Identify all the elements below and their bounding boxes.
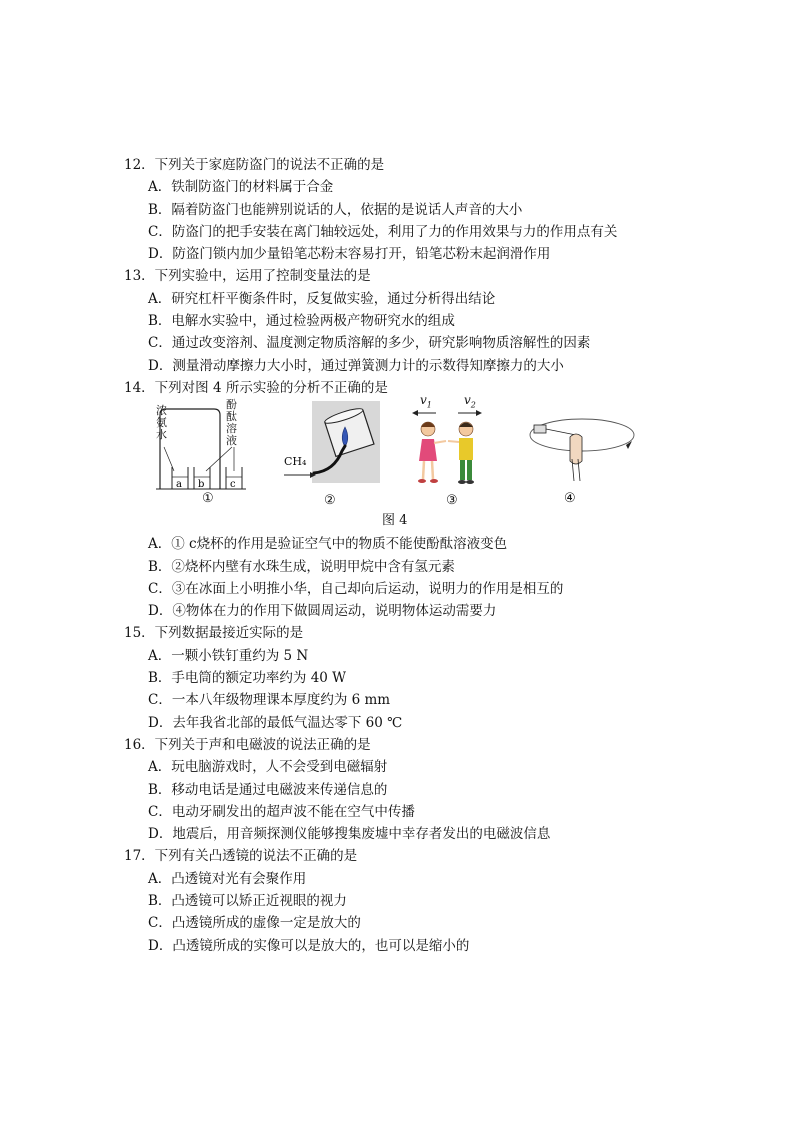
question-stem: 13．下列实验中，运用了控制变量法的是 bbox=[124, 268, 371, 285]
option-a: A．铁制防盗门的材料属于合金 bbox=[148, 179, 334, 196]
label-beaker-c: c bbox=[230, 479, 236, 491]
option-b: B．凸透镜可以矫正近视眼的视力 bbox=[148, 893, 347, 910]
label-v1: $v_1$ bbox=[420, 393, 432, 410]
label-methane: CH₄ bbox=[284, 455, 307, 469]
figure-4 bbox=[124, 393, 744, 533]
question-13 bbox=[124, 265, 744, 376]
option-c: C．③在冰面上小明推小华，自己却向后运动，说明力的作用是相互的 bbox=[148, 580, 564, 597]
option-b: B．电解水实验中，通过检验两极产物研究水的组成 bbox=[148, 313, 455, 330]
label-beaker-a: a bbox=[176, 479, 182, 491]
option-b: B．手电筒的额定功率约为 40 W bbox=[148, 670, 347, 687]
question-15 bbox=[124, 622, 744, 733]
question-16 bbox=[124, 734, 744, 845]
figure-panel-4-circular-motion bbox=[524, 411, 644, 485]
option-d: D．测量滑动摩擦力大小时，通过弹簧测力计的示数得知摩擦力的大小 bbox=[148, 357, 564, 374]
panel-number-2: ② bbox=[324, 493, 336, 509]
option-a: A．玩电脑游戏时，人不会受到电磁辐射 bbox=[148, 759, 388, 776]
question-list bbox=[124, 154, 744, 957]
option-c: C．防盗门的把手安装在离门轴较远处，利用了力的作用效果与力的作用点有关 bbox=[148, 223, 618, 240]
question-17 bbox=[124, 845, 744, 956]
figure-panel-3-children bbox=[406, 399, 496, 493]
option-b: B．②烧杯内壁有水珠生成，说明甲烷中含有氢元素 bbox=[148, 558, 455, 575]
question-stem: 14．下列对图 4 所示实验的分析不正确的是 bbox=[124, 379, 388, 396]
question-stem: 17．下列有关凸透镜的说法不正确的是 bbox=[124, 848, 358, 865]
label-beaker-b: b bbox=[198, 479, 205, 491]
option-c: C．一本八年级物理课本厚度约为 6 mm bbox=[148, 692, 391, 709]
option-a: A．研究杠杆平衡条件时，反复做实验，通过分析得出结论 bbox=[148, 290, 496, 307]
option-d: D．凸透镜所成的实像可以是放大的，也可以是缩小的 bbox=[148, 937, 470, 954]
option-a: A．① c烧杯的作用是验证空气中的物质不能使酚酞溶液变色 bbox=[148, 536, 508, 553]
question-14 bbox=[124, 377, 744, 622]
question-stem: 16．下列关于声和电磁波的说法正确的是 bbox=[124, 736, 371, 753]
option-c: C．通过改变溶剂、温度测定物质溶解的多少，研究影响物质溶解性的因素 bbox=[148, 335, 591, 352]
option-d: D．去年我省北部的最低气温达零下 60 ℃ bbox=[148, 714, 403, 731]
figure-panel-2-combustion bbox=[284, 401, 384, 493]
panel-number-3: ③ bbox=[446, 493, 458, 509]
label-v2: $v_2$ bbox=[464, 393, 476, 410]
option-a: A．凸透镜对光有会聚作用 bbox=[148, 870, 307, 887]
option-b: B．隔着防盗门也能辨别说话的人，依据的是说话人声音的大小 bbox=[148, 201, 523, 218]
option-d: D．地震后，用音频探测仪能够搜集废墟中幸存者发出的电磁波信息 bbox=[148, 826, 551, 843]
question-stem: 12．下列关于家庭防盗门的说法不正确的是 bbox=[124, 157, 385, 173]
question-12 bbox=[124, 154, 744, 265]
label-phenolphthalein: 酚酞溶液 bbox=[226, 398, 237, 448]
question-stem: 15．下列数据最接近实际的是 bbox=[124, 625, 304, 642]
option-b: B．移动电话是通过电磁波来传递信息的 bbox=[148, 781, 388, 798]
label-ammonia: 浓氨水 bbox=[156, 404, 167, 442]
option-d: D．防盗门锁内加少量铅笔芯粉末容易打开，铅笔芯粉末起润滑作用 bbox=[148, 246, 551, 263]
option-c: C．电动牙刷发出的超声波不能在空气中传播 bbox=[148, 803, 415, 820]
option-d: D．④物体在力的作用下做圆周运动，说明物体运动需要力 bbox=[148, 603, 497, 620]
option-a: A．一颗小铁钉重约为 5 N bbox=[148, 647, 309, 664]
panel-number-4: ④ bbox=[564, 491, 576, 507]
option-c: C．凸透镜所成的虚像一定是放大的 bbox=[148, 915, 361, 932]
figure-caption: 图 4 bbox=[382, 513, 408, 529]
panel-number-1: ① bbox=[202, 491, 214, 507]
